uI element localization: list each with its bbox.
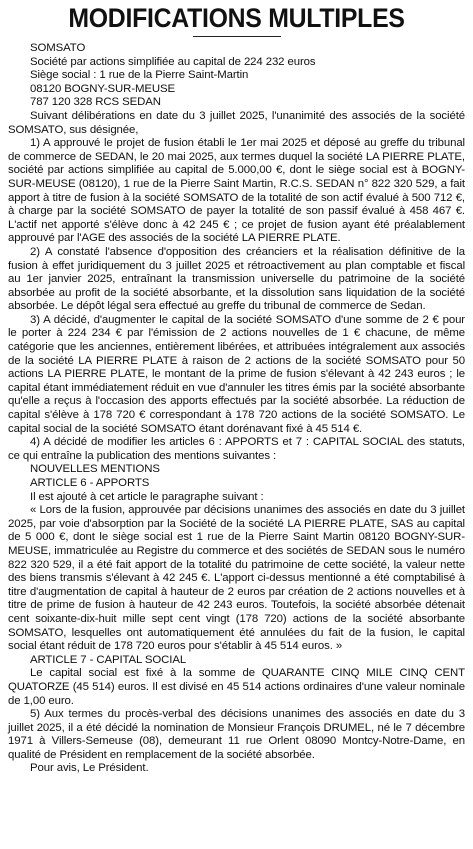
company-rcs: 787 120 328 RCS SEDAN [30,96,161,109]
paragraph-1: 1) A approuvé le projet de fusion établi le 1er mai 2025 et déposé au greffe du tribunal de commerce de SEDAN, le 20 mai 2025, aux termes duquel la société LA PIERRE PLATE, société par actions simplifiée au capital de 5.000,00 €, dont le siège social est à BOGNY-SUR-MEUSE (08120), 1 rue de la Pierre Saint Martin, R.C.S. SEDAN n° 822 320 529, a fait apport à titre de fusion à la société SOMSATO de la totalité de son actif évalué à 500 712 €, à charge par la société SOMSATO de payer la totalité de son passif évalué à 458 467 €. L'actif net apporté s'élève donc à 42 245 € ; ce projet de fusion ayant été préalablement approuvé par l'AGE des associés de la société LA PIERRE PLATE. [8,137,465,245]
company-address: Siège social : 1 rue de la Pierre Saint-Martin [30,69,249,82]
article-6-intro: Il est ajouté à cet article le paragraphe suivant : [30,490,264,503]
article-7-text: Le capital social est fixé à la somme de QUARANTE CINQ MILE CINQ CENT QUATORZE (45 514) euros. Il est divisé en 45 514 actions ordinaires d'une valeur nominale de 1,00 euro. [8,667,465,707]
article-6-text: « Lors de la fusion, approuvée par décisions unanimes des associés en date du 3 juillet 2025, par voie d'absorption par la Société de la société LA PIERRE PLATE, SAS au capital de 5 000 €, dont le siège social est 1 rue de la Pierre Saint Martin 08120 BOGNY-SUR-MEUSE, immatriculée au Registre du commerce et des sociétés de SEDAN sous le numéro 822 320 529, il a été fait apport de la totalité du patrimoine de cette société, la valeur nette des biens transmis s'élevant à 42 245 €. L'apport ci-dessus mentionné a été comptabilisé à titre d'augmentation de capital à hauteur de 2 euros par création de 2 actions nouvelles et à titre de prime de fusion à hauteur de 42 243 euros. Toutefois, la société absorbée détenait cent soixante-dix-huit mille sept cent vingt (178 720) actions de la société absorbante SOMSATO, lesquelles ont automatiquement été annulées du fait de la fusion, le capital social étant réduit de 178 720 euros pour s'établir à 45 514 euros. » [8,504,465,653]
mentions-heading: NOUVELLES MENTIONS [30,463,160,476]
article-7-heading: ARTICLE 7 - CAPITAL SOCIAL [30,653,187,666]
paragraph-3: 3) A décidé, d'augmenter le capital de la société SOMSATO d'une somme de 2 € pour le porter à 224 234 € par l'émission de 2 actions nouvelles de 1 € chacune, de même catégorie que les anciennes, entièrement libérées, et attribuées intégralement aux associés de la société LA PIERRE PLATE à raison de 2 actions de la société SOMSATO pour 50 actions LA PIERRE PLATE, le montant de la prime de fusion s'élevant à 42 243 euros ; le capital étant immédiatement réduit en vue d'annuler les titres émis par la société absorbante qu'elle a reçus à l'occasion des apports effectués par la société absorbée. La réduction de capital s'élève à 178 720 € correspondant à 178 720 actions de la société SOMSATO. Le capital social de la société SOMSATO étant dorénavant fixé à 45 514 €. [8,313,465,435]
notice-body [8,42,465,776]
paragraph-4: 4) A décidé de modifier les articles 6 : APPORTS et 7 : CAPITAL SOCIAL des statuts, ce qui entraîne la publication des mentions suivantes : [8,436,465,462]
title-divider [193,36,281,37]
company-name: SOMSATO [30,42,86,54]
paragraph-5: 5) Aux termes du procès-verbal des décisions unanimes des associés en date du 3 juillet 2025, il a été décidé la nomination de Monsieur François DRUMEL, né le 7 décembre 1971 à Villers-Semeuse (08), demeurant 11 rue Orlent 08090 Montcy-Notre-Dame, en qualité de Président en remplacement de la société absorbée. [8,708,465,761]
company-form: Société par actions simplifiée au capital de 224 232 euros [30,55,316,68]
signature: Pour avis, Le Président. [30,762,149,775]
company-city: 08120 BOGNY-SUR-MEUSE [30,82,175,95]
paragraph-intro: Suivant délibérations en date du 3 juillet 2025, l'unanimité des associés de la société SOMSATO, sus désignée, [8,109,465,136]
notice-title: MODIFICATIONS MULTIPLES [68,3,405,33]
paragraph-2: 2) A constaté l'absence d'opposition des créanciers et la réalisation définitive de la fusion à effet juridiquement du 3 juillet 2025 et rétroactivement au plan comptable et fiscal au 1er janvier 2025, entraînant la transmission universelle du patrimoine de la société absorbée au profit de la société absorbante, et la dissolution sans liquidation de la société absorbée. Le dépôt légal sera effectué au greffe du tribunal de commerce de Sedan. [8,245,465,313]
article-6-heading: ARTICLE 6 - APPORTS [30,477,150,489]
